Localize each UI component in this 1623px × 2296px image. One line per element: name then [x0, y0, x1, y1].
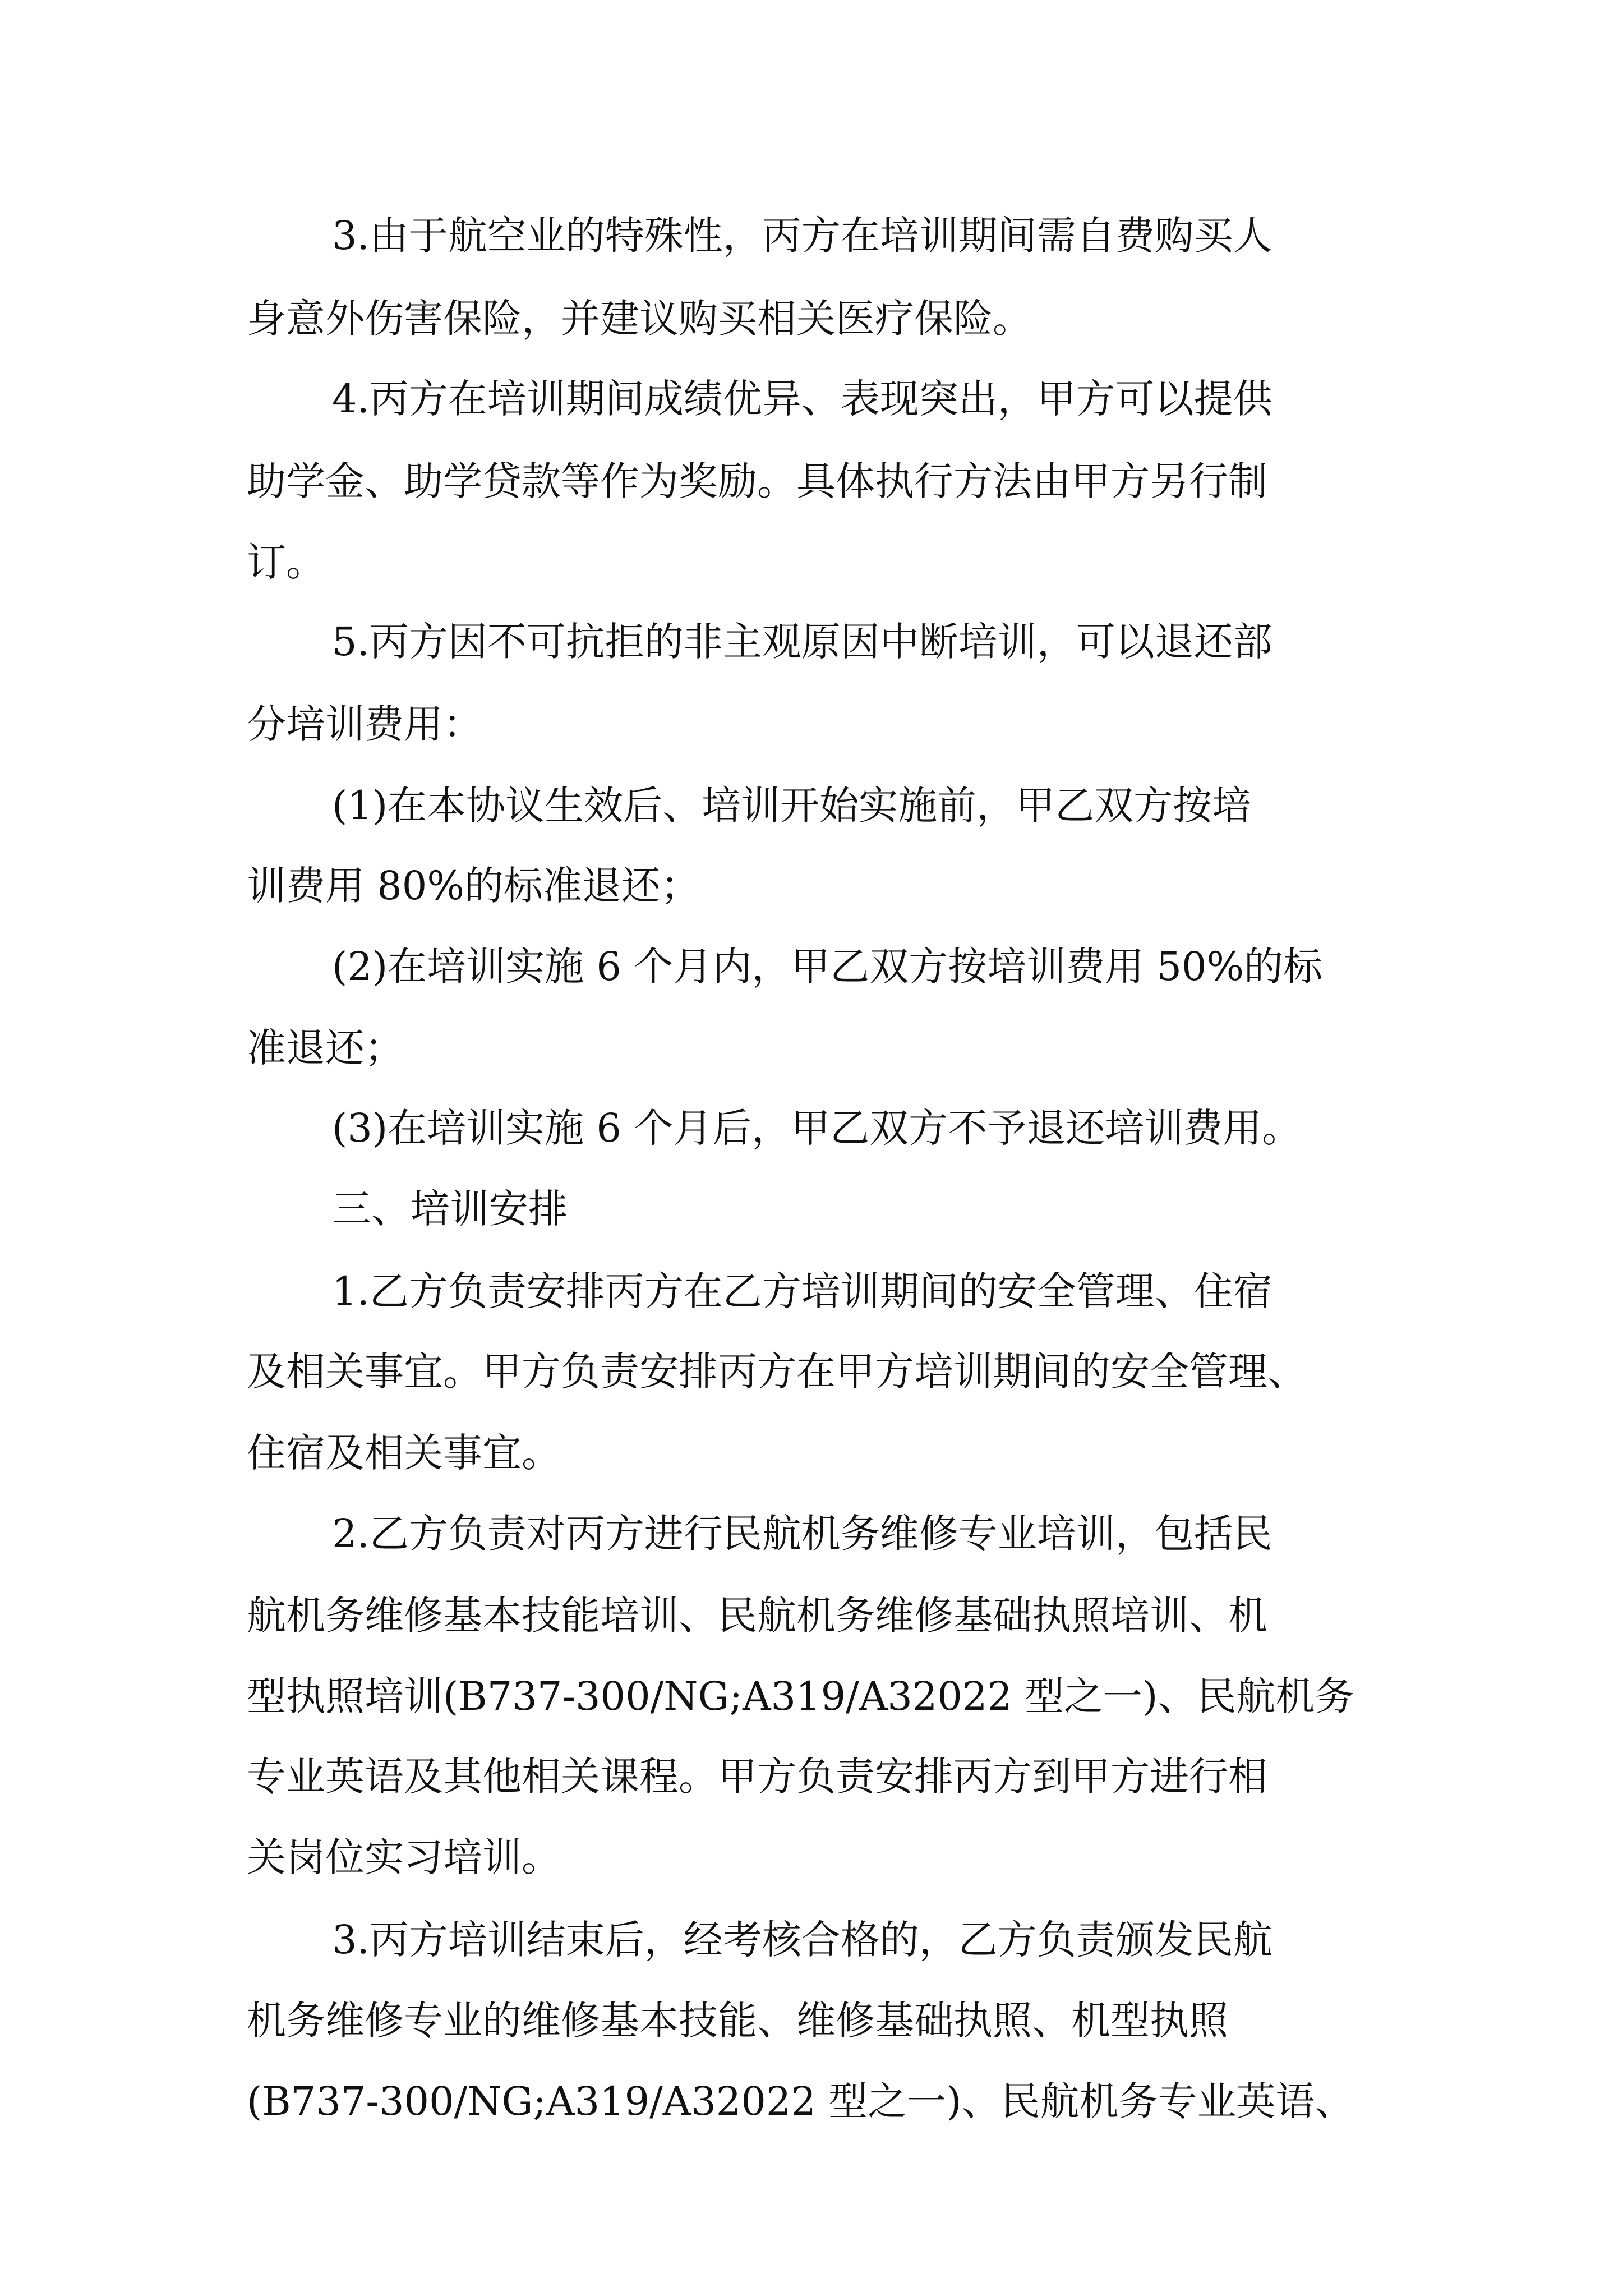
- section-heading: 三、培训安排: [332, 1186, 568, 1232]
- text-line: 3.由于航空业的特殊性，丙方在培训期间需自费购买人: [332, 213, 1272, 259]
- text-line: 4.丙方在培训期间成绩优异、表现突出，甲方可以提供: [332, 376, 1272, 422]
- text-line: 航机务维修基本技能培训、民航机务维修基础执照培训、机: [247, 1593, 1267, 1639]
- text-line: 2.乙方负责对丙方进行民航机务维修专业培训，包括民: [332, 1511, 1272, 1557]
- text-line: 助学金、助学贷款等作为奖励。具体执行方法由甲方另行制: [247, 458, 1267, 504]
- text-line: 1.乙方负责安排丙方在乙方培训期间的安全管理、住宿: [332, 1268, 1272, 1314]
- text-line: (B737-300/NG;A319/A32022 型之一)、民航机务专业英语、: [247, 2078, 1354, 2124]
- text-line: 及相关事宜。甲方负责安排丙方在甲方培训期间的安全管理、: [247, 1349, 1307, 1395]
- text-line: 准退还；: [247, 1025, 404, 1071]
- text-line: 训费用 80%的标准退还；: [247, 863, 700, 909]
- text-line: 5.丙方因不可抗拒的非主观原因中断培训，可以退还部: [332, 619, 1272, 665]
- text-line: (3)在培训实施 6 个月后，甲乙双方不予退还培训费用。: [332, 1105, 1302, 1151]
- text-line: (2)在培训实施 6 个月内，甲乙双方按培训费用 50%的标: [332, 944, 1323, 990]
- text-line: (1)在本协议生效后、培训开始实施前，甲乙双方按培: [332, 783, 1252, 829]
- text-line: 关岗位实习培训。: [247, 1834, 561, 1880]
- text-line: 订。: [247, 539, 325, 585]
- text-line: 身意外伤害保险，并建议购买相关医疗保险。: [247, 296, 1032, 342]
- text-line: 3.丙方培训结束后，经考核合格的，乙方负责颁发民航: [332, 1917, 1272, 1963]
- text-line: 专业英语及其他相关课程。甲方负责安排丙方到甲方进行相: [247, 1754, 1267, 1800]
- text-line: 住宿及相关事宜。: [247, 1430, 561, 1476]
- text-line: 分培训费用：: [247, 701, 482, 747]
- text-line: 型执照培训(B737-300/NG;A319/A32022 型之一)、民航机务: [247, 1673, 1354, 1719]
- text-line: 机务维修专业的维修基本技能、维修基础执照、机型执照: [247, 1998, 1228, 2044]
